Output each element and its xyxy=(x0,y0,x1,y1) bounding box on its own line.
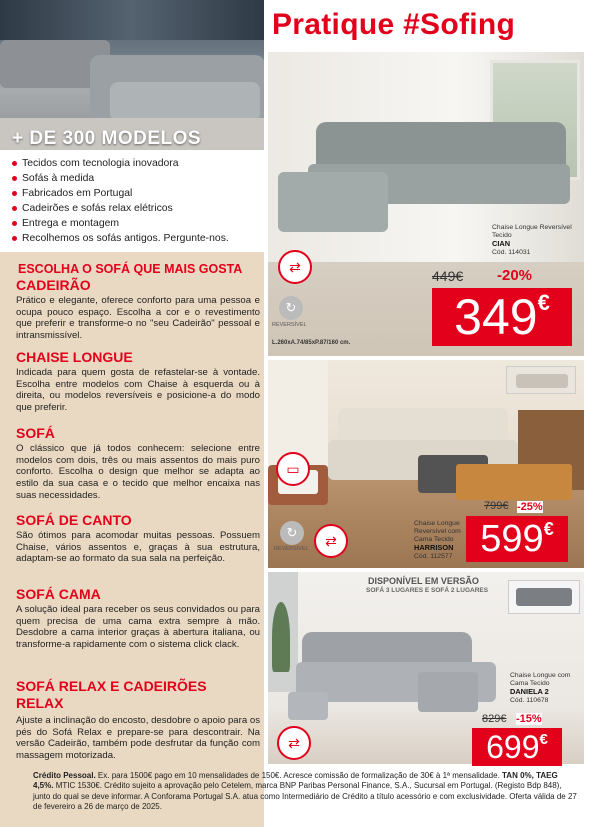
reversible-icon: ↻ xyxy=(280,521,304,545)
section-title-cadeirao: CADEIRÃO xyxy=(16,277,91,293)
price-tag xyxy=(472,728,562,766)
credit-text-2: MTIC 1530€. Crédito sujeito a aprovação pelo Cetelem, marca BNP Paribas Personal Finance, S.A., Sucursal em Portugal. (Registo Bdp 848), junto do qual se deve informar. A Conforama Portugal S.A. atua como Intermediário de Crédito a título acessório e com exclusividade. Oferta válida de 27 de fevereiro a 26 de março de 2025. xyxy=(33,781,577,811)
product-dims: L.260xA.74/85xP.87/160 cm. xyxy=(272,340,351,346)
section-text-chaise: Indicada para quem gosta de refastelar-se à vontade. Escolha entre modelos com Chaise à esquerda ou à direita, ou modelos reversíveis e posicione-a do modo que preferir. xyxy=(16,367,260,414)
credit-label: Crédito Pessoal. xyxy=(33,771,96,780)
version-note-title: DISPONÍVEL EM VERSÃO xyxy=(368,576,479,586)
product-label xyxy=(414,520,474,561)
product-label xyxy=(510,672,580,705)
section-title-sofa: SOFÁ xyxy=(16,425,55,441)
product-name: CIAN xyxy=(492,239,511,248)
showroom-sofa xyxy=(110,82,260,122)
price-value: 599 xyxy=(480,518,544,560)
product-label xyxy=(492,224,572,257)
feature-item: Recolhemos os sofás antigos. Pergunte-nos. xyxy=(12,231,264,246)
product-code: Cód. 110678 xyxy=(510,697,549,704)
old-price: 449€ xyxy=(432,268,464,284)
section-text-sofa-canto: São ótimos para acomodar muitas pessoas. Possuem Chaise, vários assentos e, graças à sua estrutura, adaptam-se ao formato da sua sala na perfeição. xyxy=(16,530,260,565)
feature-item: Tecidos com tecnologia inovadora xyxy=(12,156,264,171)
guide-heading: ESCOLHA O SOFÁ QUE MAIS GOSTA xyxy=(18,262,243,276)
product-type: Chaise Longue Reversível com Cama Tecido xyxy=(414,520,461,543)
reversible-icon: ↻ xyxy=(279,296,303,320)
section-text-relax: Ajuste a inclinação do encosto, desdobre o apoio para os pés do Sofá Relax e prepare-se para descontrair. Na versão Cadeirão, também pode desfrutar da função com massagem motorizada. xyxy=(16,715,260,762)
feature-item: Fabricados em Portugal xyxy=(12,186,264,201)
price-currency: € xyxy=(537,290,550,315)
feature-item: Cadeirões e sofás relax elétricos xyxy=(12,201,264,216)
section-title-sofa-cama: SOFÁ CAMA xyxy=(16,586,101,602)
section-title-relax: SOFÁ RELAX E CADEIRÕES RELAX xyxy=(16,678,207,711)
price-value: 349 xyxy=(454,289,538,345)
sofa-bed-icon: ▭ xyxy=(276,452,310,486)
brand-title: Pratique #Sofing xyxy=(272,8,516,41)
credit-tan: TAN 0%, TAEG 4,5%. xyxy=(33,771,558,791)
credit-disclaimer xyxy=(33,771,578,812)
product-name: HARRISON xyxy=(414,543,454,552)
reversible-badge: REVERSÍVEL xyxy=(274,546,309,552)
section-text-sofa-cama: A solução ideal para receber os seus convidados ou para quem precisa de uma cama extra sempre à mão. Desdobre a cama interior graças à abertura italiana, ou transforme-a rapidamente com o sistema click clack. xyxy=(16,604,260,651)
discount-badge: -20% xyxy=(497,267,533,284)
delivery-icon: ⇄ xyxy=(314,524,348,558)
product-code: Cód. 114031 xyxy=(492,249,531,256)
price-tag xyxy=(432,288,572,346)
price-currency: € xyxy=(543,519,554,539)
section-text-sofa: O clássico que já todos conhecem: selecione entre modelos com dois, três ou mais assentos do mais puro conforto. Escolha o design que melhor se adapta ao estilo da sua casa e o tecido que melhor encaixa nas suas necessidades. xyxy=(16,443,260,501)
hero-title: + DE 300 MODELOS xyxy=(12,128,202,149)
credit-text-1: Ex. para 1500€ pago em 10 mensalidades de 150€. Acresce comissão de formalização de 30€ à 1ª mensalidade. xyxy=(95,771,503,780)
section-text-cadeirao: Prático e elegante, oferece conforto para uma pessoa e ocupa pouco espaço. Escolha a cor e o revestimento que preferir e transforme-o no "seu Cadeirão" pessoal e intransmissível. xyxy=(16,295,260,342)
version-note-sub: SOFÁ 3 LUGARES E SOFÁ 2 LUGARES xyxy=(366,587,489,594)
old-price: 829€ xyxy=(482,713,507,725)
product-name: DANIELA 2 xyxy=(510,687,549,696)
delivery-icon: ⇄ xyxy=(277,726,311,760)
section-title-sofa-canto: SOFÁ DE CANTO xyxy=(16,512,132,528)
showroom-ceiling xyxy=(0,0,264,40)
price-currency: € xyxy=(539,731,548,748)
section-title-chaise: CHAISE LONGUE xyxy=(16,349,133,365)
price-value: 699 xyxy=(486,729,540,765)
price-tag xyxy=(466,516,568,562)
old-price: 799€ xyxy=(484,500,509,512)
feature-list xyxy=(0,150,264,250)
discount-badge: -25% xyxy=(517,501,543,513)
feature-item: Entrega e montagem xyxy=(12,216,264,231)
product-type: Chaise Longue com Cama Tecido xyxy=(510,672,571,687)
delivery-icon: ⇄ xyxy=(278,250,312,284)
product-code: Cód. 112577 xyxy=(414,553,453,560)
product-type: Chaise Longue Reversível Tecido xyxy=(492,224,572,239)
feature-item: Sofás à medida xyxy=(12,171,264,186)
discount-badge: -15% xyxy=(516,713,542,725)
reversible-badge: REVERSÍVEL xyxy=(272,322,307,328)
